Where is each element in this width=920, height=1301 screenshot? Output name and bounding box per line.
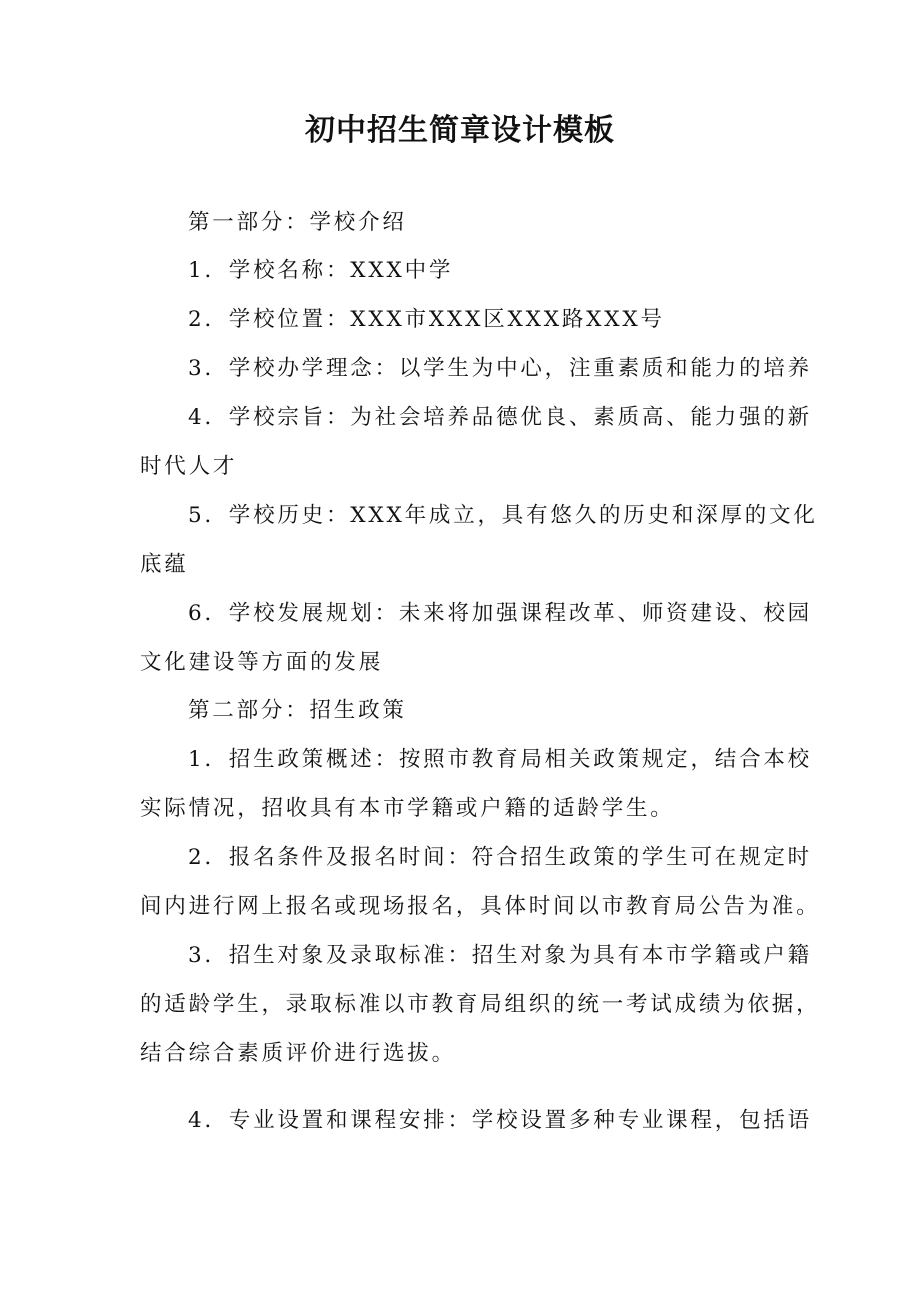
paragraph-line: 间内进行网上报名或现场报名，具体时间以市教育局公告为准。	[140, 894, 821, 919]
paragraph-line: 4．学校宗旨：为社会培养品德优良、素质高、能力强的新	[188, 405, 812, 430]
paragraph-line: 4．专业设置和课程安排：学校设置多种专业课程，包括语	[188, 1108, 812, 1133]
document-title: 初中招生简章设计模板	[305, 113, 615, 148]
paragraph-line: 1．学校名称：XXX中学	[188, 258, 454, 283]
paragraph-line: 实际情况，招收具有本市学籍或户籍的适龄学生。	[140, 796, 675, 821]
paragraph-line: 3．学校办学理念：以学生为中心，注重素质和能力的培养	[188, 356, 812, 381]
paragraph-line: 底蕴	[140, 552, 189, 577]
paragraph-line: 2．报名条件及报名时间：符合招生政策的学生可在规定时	[188, 845, 812, 870]
paragraph-line: 时代人才	[140, 454, 238, 479]
section-heading-school-intro: 第一部分：学校介绍	[188, 210, 407, 235]
paragraph-line: 结合综合素质评价进行选拔。	[140, 1041, 456, 1066]
paragraph-line: 6．学校发展规划：未来将加强课程改革、师资建设、校园	[188, 601, 812, 626]
section-heading-admission-policy: 第二部分：招生政策	[188, 698, 407, 723]
paragraph-line: 2．学校位置：XXX市XXX区XXX路XXX号	[188, 307, 665, 332]
paragraph-line: 1．招生政策概述：按照市教育局相关政策规定，结合本校	[188, 747, 812, 772]
paragraph-line: 文化建设等方面的发展	[140, 650, 384, 675]
paragraph-line: 3．招生对象及录取标准：招生对象为具有本市学籍或户籍	[188, 943, 812, 968]
paragraph-line: 5．学校历史：XXX年成立，具有悠久的历史和深厚的文化	[188, 503, 818, 528]
paragraph-line: 的适龄学生，录取标准以市教育局组织的统一考试成绩为依据，	[140, 992, 821, 1017]
